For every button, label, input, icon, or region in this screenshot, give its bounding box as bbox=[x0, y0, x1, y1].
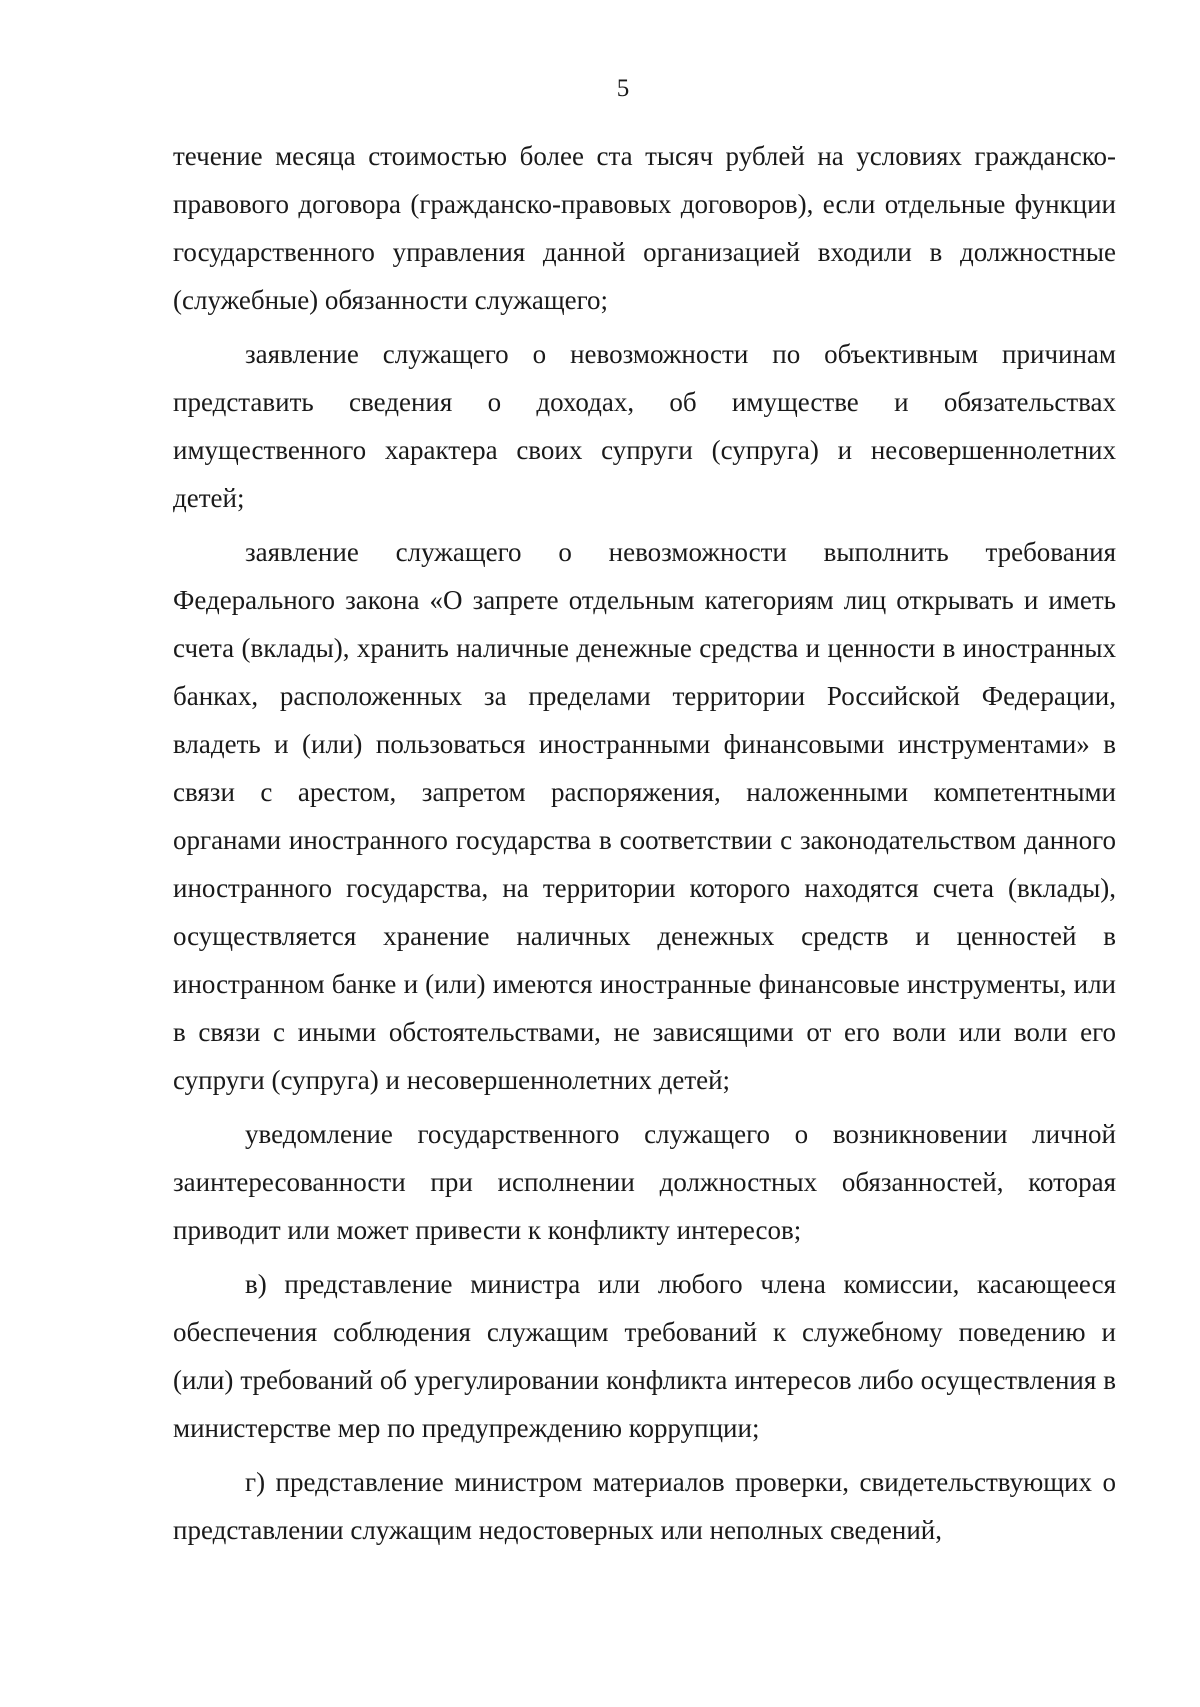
paragraph-statement-foreign-accounts: заявление служащего о невозможности выполнить требования Федерального закона «О запрете отдельным категориям лиц открывать и иметь счета (вклады), хранить наличные денежные средства и ценности в иностранных банках, расположенных за пределами территории Российской Федерации, владеть и (или) пользоваться иностранными финансовыми инструментами» в связи с арестом, запретом распоряжения, наложенными компетентными органами иностранного государства в соответствии с законодательством данного иностранного государства, на территории которого находятся счета (вклады), осуществляется хранение наличных денежных средств и ценностей в иностранном банке и (или) имеются иностранные финансовые инструменты, или в связи с иными обстоятельствами, не зависящими от его воли или воли его супруги (супруга) и несовершеннолетних детей; bbox=[173, 537, 1116, 1095]
paragraph-item-v: в) представление министра или любого члена комиссии, касающееся обеспечения соблюдения служащим требований к служебному поведению и (или) требований об урегулировании конфликта интересов либо осуществления в министерстве мер по предупреждению коррупции; bbox=[173, 1269, 1116, 1443]
paragraph-item-g: г) представление министром материалов проверки, свидетельствующих о представлении служащим недостоверных или неполных сведений, bbox=[173, 1467, 1116, 1545]
paragraph-statement-income: заявление служащего о невозможности по объективным причинам представить сведения о доходах, об имуществе и обязательствах имущественного характера своих супруги (супруга) и несовершеннолетних детей; bbox=[173, 339, 1116, 513]
page-number: 5 bbox=[616, 75, 630, 102]
document-body bbox=[173, 132, 1116, 1560]
paragraph-continuation: течение месяца стоимостью более ста тысяч рублей на условиях гражданско-правового договора (гражданско-правовых договоров), если отдельные функции государственного управления данной организацией входили в должностные (служебные) обязанности служащего; bbox=[173, 141, 1116, 315]
paragraph-notification-conflict: уведомление государственного служащего о возникновении личной заинтересованности при исполнении должностных обязанностей, которая приводит или может привести к конфликту интересов; bbox=[173, 1119, 1116, 1245]
